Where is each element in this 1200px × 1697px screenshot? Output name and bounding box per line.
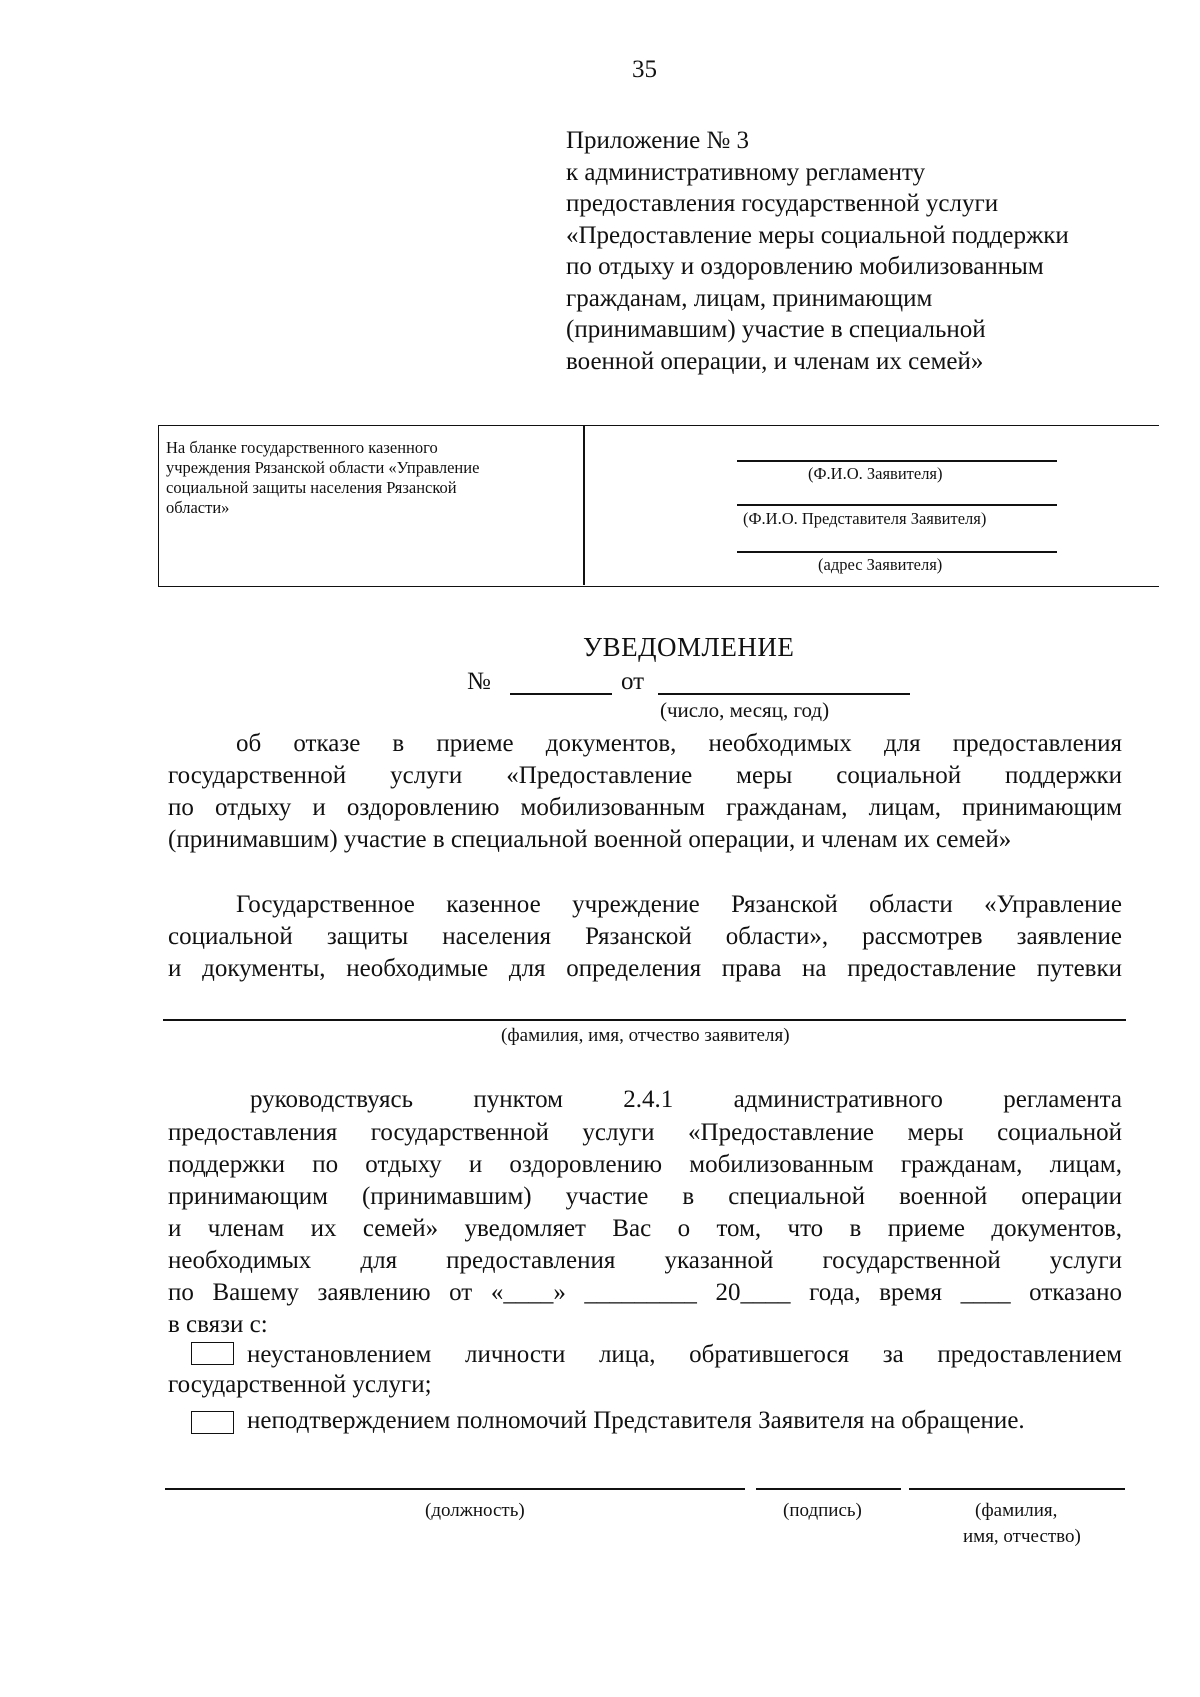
letterhead-line: области»	[166, 498, 230, 517]
annex-line: военной операции, и членам их семей»	[566, 347, 984, 375]
annex-line: «Предоставление меры социальной поддержки	[566, 221, 1069, 249]
date-caption: (число, месяц, год)	[660, 698, 830, 722]
body-line: и членам их семей» уведомляет Вас о том, что в приеме документов,	[168, 1215, 1122, 1242]
fullname-caption-line2: имя, отчество)	[963, 1526, 1081, 1547]
body-line: Государственное казенное учреждение Рязанской области «Управление	[236, 891, 1122, 918]
applicant-fullname-caption: (фамилия, имя, отчество заявителя)	[501, 1025, 790, 1046]
letterhead-placeholder	[166, 438, 479, 518]
body-line: социальной защиты населения Рязанской области», рассмотрев заявление	[168, 923, 1122, 950]
annex-line: предоставления государственной услуги	[566, 190, 999, 217]
applicant-name-line[interactable]	[737, 460, 1057, 462]
applicant-fullname-line[interactable]	[163, 1019, 1126, 1021]
subject-line: (принимавшим) участие в специальной военной операции, и членам их семей»	[168, 826, 1012, 853]
body-line: в связи с:	[168, 1311, 268, 1338]
representative-name-line[interactable]	[737, 504, 1057, 506]
letterhead-line: На бланке государственного казенного	[166, 438, 438, 457]
signature-caption: (подпись)	[783, 1500, 862, 1521]
body-line: по Вашему заявлению от «____» _________ 20____ года, время ____ отказано	[168, 1279, 1122, 1306]
body-line: необходимых для предоставления указанной государственной услуги	[168, 1247, 1122, 1274]
body-line: поддержки по отдыху и оздоровлению мобилизованным гражданам, лицам,	[168, 1151, 1122, 1178]
notice-number-line[interactable]	[510, 693, 612, 695]
subject-line: по отдыху и оздоровлению мобилизованным гражданам, лицам, принимающим	[168, 794, 1122, 821]
body-line: и документы, необходимые для определения права на предоставление путевки	[168, 955, 1122, 982]
annex-line: (принимавшим) участие в специальной	[566, 316, 986, 343]
annex-line: к административному регламенту	[566, 158, 926, 186]
annex-line: по отдыху и оздоровлению мобилизованным	[566, 253, 1044, 280]
annex-line: гражданам, лицам, принимающим	[566, 284, 933, 312]
position-caption: (должность)	[425, 1500, 525, 1521]
notice-date-line[interactable]	[658, 693, 910, 695]
annex-line: Приложение № 3	[566, 127, 750, 154]
page-number: 35	[632, 56, 657, 83]
reason-authority-label: неподтверждением полномочий Представителя Заявителя на обращение.	[247, 1407, 1025, 1434]
body-line: руководствуясь пунктом 2.4.1 административного регламента	[250, 1086, 1122, 1113]
subject-line: государственной услуги «Предоставление меры социальной поддержки	[168, 762, 1122, 789]
applicant-address-caption: (адрес Заявителя)	[818, 555, 943, 574]
body-line: принимающим (принимавшим) участие в специальной военной операции	[168, 1183, 1122, 1210]
position-line[interactable]	[165, 1488, 745, 1490]
fullname-caption-line1: (фамилия,	[975, 1500, 1058, 1521]
letterhead-line: социальной защиты населения Рязанской	[166, 478, 457, 497]
reason-identity-checkbox[interactable]	[191, 1342, 234, 1365]
subject-line: об отказе в приеме документов, необходимых для предоставления	[236, 730, 1122, 757]
applicant-address-line[interactable]	[737, 551, 1057, 553]
letterhead-line: учреждения Рязанской области «Управление	[166, 458, 480, 477]
number-label: №	[467, 668, 491, 695]
reason-identity-label-cont: государственной услуги;	[168, 1371, 432, 1398]
signature-line[interactable]	[756, 1488, 901, 1490]
from-label: от	[621, 668, 645, 695]
fullname-line[interactable]	[909, 1488, 1125, 1490]
annex-reference	[566, 125, 1136, 377]
representative-name-caption: (Ф.И.О. Представителя Заявителя)	[743, 509, 987, 528]
body-line: предоставления государственной услуги «Предоставление меры социальной	[168, 1119, 1122, 1146]
header-table-divider	[583, 425, 585, 585]
applicant-name-caption: (Ф.И.О. Заявителя)	[808, 464, 943, 483]
notice-title: УВЕДОМЛЕНИЕ	[583, 632, 795, 662]
reason-identity-label: неустановлением личности лица, обратившегося за предоставлением	[247, 1341, 1122, 1368]
reason-authority-checkbox[interactable]	[191, 1411, 234, 1434]
